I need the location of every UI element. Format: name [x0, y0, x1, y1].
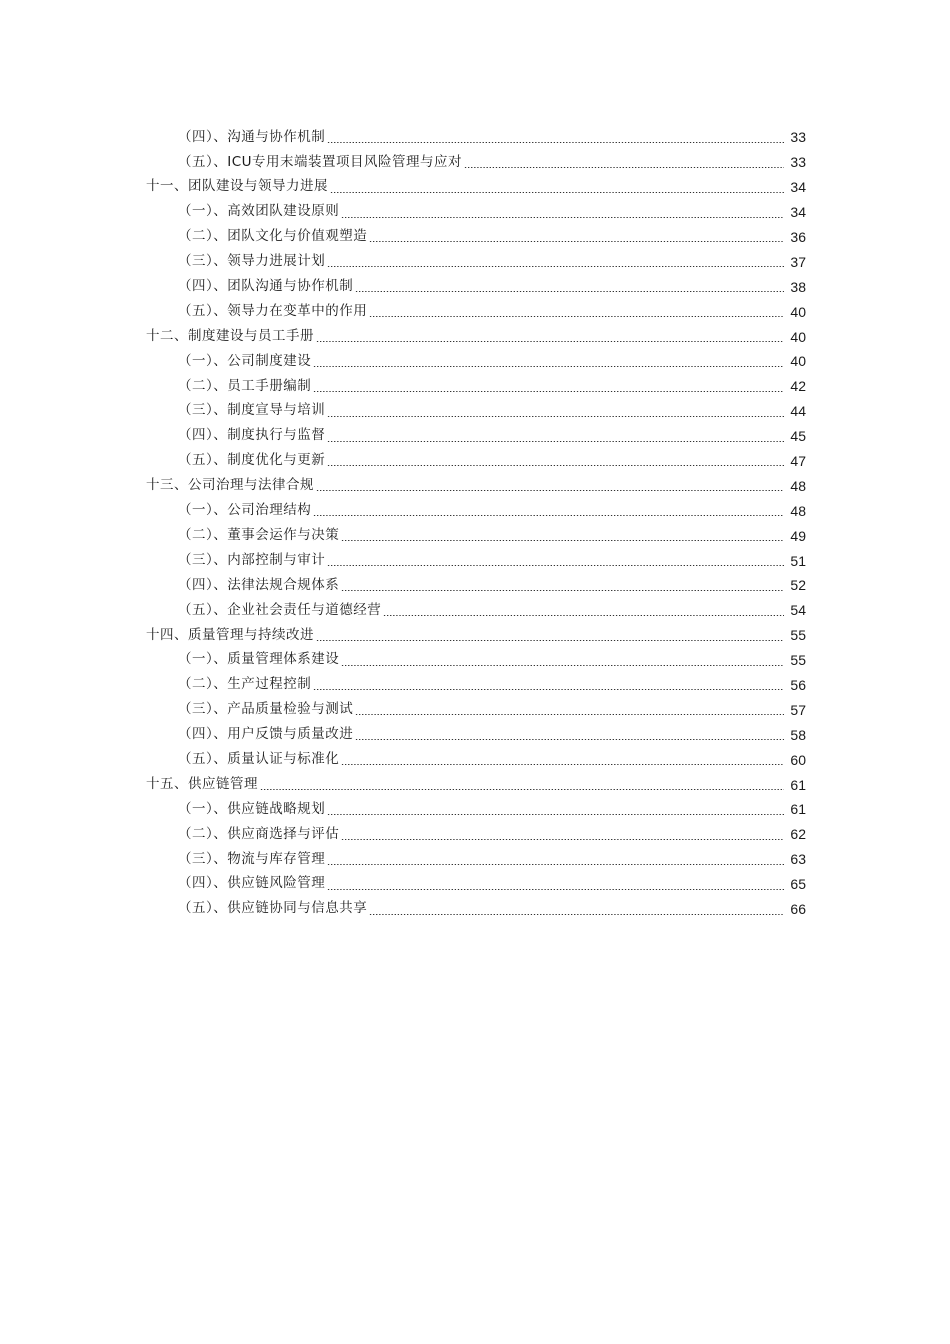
- toc-entry-title: （四）、制度执行与监督: [178, 427, 326, 444]
- toc-entry-page-number: 52: [790, 577, 806, 594]
- toc-entry-title: （四）、沟通与协作机制: [178, 128, 326, 145]
- dot-leader: [316, 490, 784, 491]
- toc-entry-title: （三）、领导力进展计划: [178, 253, 326, 270]
- dot-leader: [327, 441, 784, 442]
- toc-entry-title: （三）、制度宣导与培训: [178, 402, 326, 419]
- toc-entry-title: 十五、供应链管理: [146, 775, 258, 792]
- toc-entry-title: 十二、制度建设与员工手册: [146, 327, 314, 344]
- toc-section-entry[interactable]: [0, 747, 950, 772]
- toc-section-entry[interactable]: [0, 697, 950, 722]
- toc-chapter-entry[interactable]: [0, 473, 950, 498]
- toc-section-entry[interactable]: [0, 374, 950, 399]
- toc-entry-title: （一）、质量管理体系建设: [178, 651, 340, 668]
- toc-entry-page-number: 61: [790, 776, 806, 793]
- toc-section-entry[interactable]: [0, 548, 950, 573]
- toc-entry-title: （四）、供应链风险管理: [178, 875, 326, 892]
- toc-section-entry[interactable]: [0, 598, 950, 623]
- toc-section-entry[interactable]: [0, 872, 950, 897]
- toc-entry-page-number: 63: [790, 851, 806, 868]
- toc-section-entry[interactable]: [0, 449, 950, 474]
- dot-leader: [313, 391, 784, 392]
- toc-entry-title: （一）、公司制度建设: [178, 352, 312, 369]
- toc-section-entry[interactable]: [0, 249, 950, 274]
- dot-leader: [369, 914, 784, 915]
- dot-leader: [327, 142, 784, 143]
- toc-section-entry[interactable]: [0, 722, 950, 747]
- toc-section-entry[interactable]: [0, 349, 950, 374]
- toc-entry-page-number: 55: [790, 652, 806, 669]
- toc-section-entry[interactable]: [0, 200, 950, 225]
- toc-entry-title: （一）、高效团队建设原则: [178, 203, 340, 220]
- toc-entry-title: （二）、董事会运作与决策: [178, 526, 340, 543]
- dot-leader: [369, 241, 784, 242]
- dot-leader: [327, 266, 784, 267]
- dot-leader: [330, 192, 784, 193]
- dot-leader: [341, 540, 784, 541]
- toc-entry-title: 十一、团队建设与领导力进展: [146, 178, 328, 195]
- toc-entry-title: （五）、ICU专用末端装置项目风险管理与应对: [178, 153, 463, 170]
- toc-entry-page-number: 34: [790, 204, 806, 221]
- toc-entry-page-number: 44: [790, 403, 806, 420]
- toc-entry-page-number: 33: [790, 154, 806, 171]
- dot-leader: [341, 839, 784, 840]
- dot-leader: [383, 615, 784, 616]
- toc-section-entry[interactable]: [0, 225, 950, 250]
- toc-entry-title: （一）、供应链战略规划: [178, 800, 326, 817]
- toc-entry-page-number: 36: [790, 229, 806, 245]
- dot-leader: [327, 416, 784, 417]
- toc-chapter-entry[interactable]: [0, 623, 950, 648]
- toc-section-entry[interactable]: [0, 822, 950, 847]
- toc-entry-page-number: 33: [790, 129, 806, 146]
- table-of-contents: [0, 125, 950, 922]
- dot-leader: [341, 665, 784, 666]
- dot-leader: [355, 739, 784, 740]
- toc-entry-title: （五）、企业社会责任与道德经营: [178, 601, 382, 618]
- toc-entry-page-number: 65: [790, 876, 806, 893]
- toc-section-entry[interactable]: [0, 797, 950, 822]
- toc-entry-page-number: 47: [790, 453, 806, 470]
- dot-leader: [341, 764, 784, 765]
- toc-entry-title: （二）、团队文化与价值观塑造: [178, 228, 368, 245]
- toc-section-entry[interactable]: [0, 299, 950, 324]
- toc-section-entry[interactable]: [0, 424, 950, 449]
- toc-entry-title: （三）、内部控制与审计: [178, 551, 326, 568]
- toc-entry-page-number: 40: [790, 328, 806, 345]
- toc-entry-page-number: 60: [790, 751, 806, 768]
- toc-entry-page-number: 49: [790, 527, 806, 544]
- toc-entry-title: （四）、团队沟通与协作机制: [178, 278, 354, 295]
- toc-section-entry[interactable]: [0, 399, 950, 424]
- toc-section-entry[interactable]: [0, 523, 950, 548]
- toc-entry-title: （二）、员工手册编制: [178, 377, 312, 394]
- toc-entry-page-number: 61: [790, 801, 806, 818]
- toc-entry-page-number: 57: [790, 701, 806, 718]
- toc-section-entry[interactable]: [0, 573, 950, 598]
- toc-entry-page-number: 37: [790, 253, 806, 270]
- toc-entry-title: （四）、法律法规合规体系: [178, 576, 340, 593]
- dot-leader: [327, 565, 784, 566]
- toc-entry-page-number: 58: [790, 726, 806, 743]
- dot-leader: [313, 689, 784, 690]
- toc-section-entry[interactable]: [0, 847, 950, 872]
- toc-entry-title: （四）、用户反馈与质量改进: [178, 726, 354, 743]
- toc-entry-page-number: 40: [790, 303, 806, 320]
- toc-section-entry[interactable]: [0, 125, 950, 150]
- toc-entry-page-number: 34: [790, 179, 806, 196]
- toc-entry-title: （五）、质量认证与标准化: [178, 750, 340, 767]
- toc-chapter-entry[interactable]: [0, 175, 950, 200]
- toc-section-entry[interactable]: [0, 673, 950, 698]
- toc-entry-page-number: 55: [790, 627, 806, 644]
- toc-entry-page-number: 56: [790, 677, 806, 694]
- toc-entry-page-number: 45: [790, 428, 806, 445]
- dot-leader: [327, 814, 784, 815]
- dot-leader: [313, 366, 784, 367]
- dot-leader: [327, 889, 784, 890]
- toc-section-entry[interactable]: [0, 648, 950, 673]
- toc-entry-page-number: 66: [790, 901, 806, 918]
- dot-leader: [355, 714, 784, 715]
- dot-leader: [316, 341, 784, 342]
- dot-leader: [341, 217, 784, 218]
- toc-chapter-entry[interactable]: [0, 324, 950, 349]
- toc-entry-page-number: 40: [790, 353, 806, 370]
- dot-leader: [313, 515, 784, 516]
- toc-entry-title: （三）、产品质量检验与测试: [178, 701, 354, 718]
- toc-entry-title: （五）、领导力在变革中的作用: [178, 302, 368, 319]
- toc-section-entry[interactable]: [0, 897, 950, 922]
- toc-entry-page-number: 54: [790, 602, 806, 619]
- toc-entry-title: （二）、供应商选择与评估: [178, 825, 340, 842]
- toc-section-entry[interactable]: [0, 498, 950, 523]
- toc-entry-page-number: 51: [790, 552, 806, 569]
- dot-leader: [327, 864, 784, 865]
- toc-entry-title: （五）、制度优化与更新: [178, 452, 326, 469]
- toc-entry-page-number: 62: [790, 826, 806, 843]
- toc-entry-title: 十三、公司治理与法律合规: [146, 477, 314, 494]
- dot-leader: [316, 640, 784, 641]
- dot-leader: [341, 590, 784, 591]
- toc-entry-title: （一）、公司治理结构: [178, 502, 312, 519]
- dot-leader: [369, 316, 784, 317]
- toc-entry-title: （五）、供应链协同与信息共享: [178, 900, 368, 917]
- toc-entry-title: 十四、质量管理与持续改进: [146, 626, 314, 643]
- toc-section-entry[interactable]: [0, 150, 950, 175]
- toc-entry-page-number: 48: [790, 477, 806, 494]
- toc-entry-page-number: 38: [790, 278, 806, 295]
- dot-leader: [464, 167, 784, 168]
- toc-entry-page-number: 42: [790, 378, 806, 395]
- toc-entry-title: （二）、生产过程控制: [178, 676, 312, 693]
- toc-entry-page-number: 48: [790, 502, 806, 519]
- dot-leader: [327, 465, 784, 466]
- dot-leader: [355, 291, 784, 292]
- toc-entry-title: （三）、物流与库存管理: [178, 850, 326, 867]
- toc-chapter-entry[interactable]: [0, 772, 950, 797]
- dot-leader: [260, 789, 784, 790]
- toc-section-entry[interactable]: [0, 274, 950, 299]
